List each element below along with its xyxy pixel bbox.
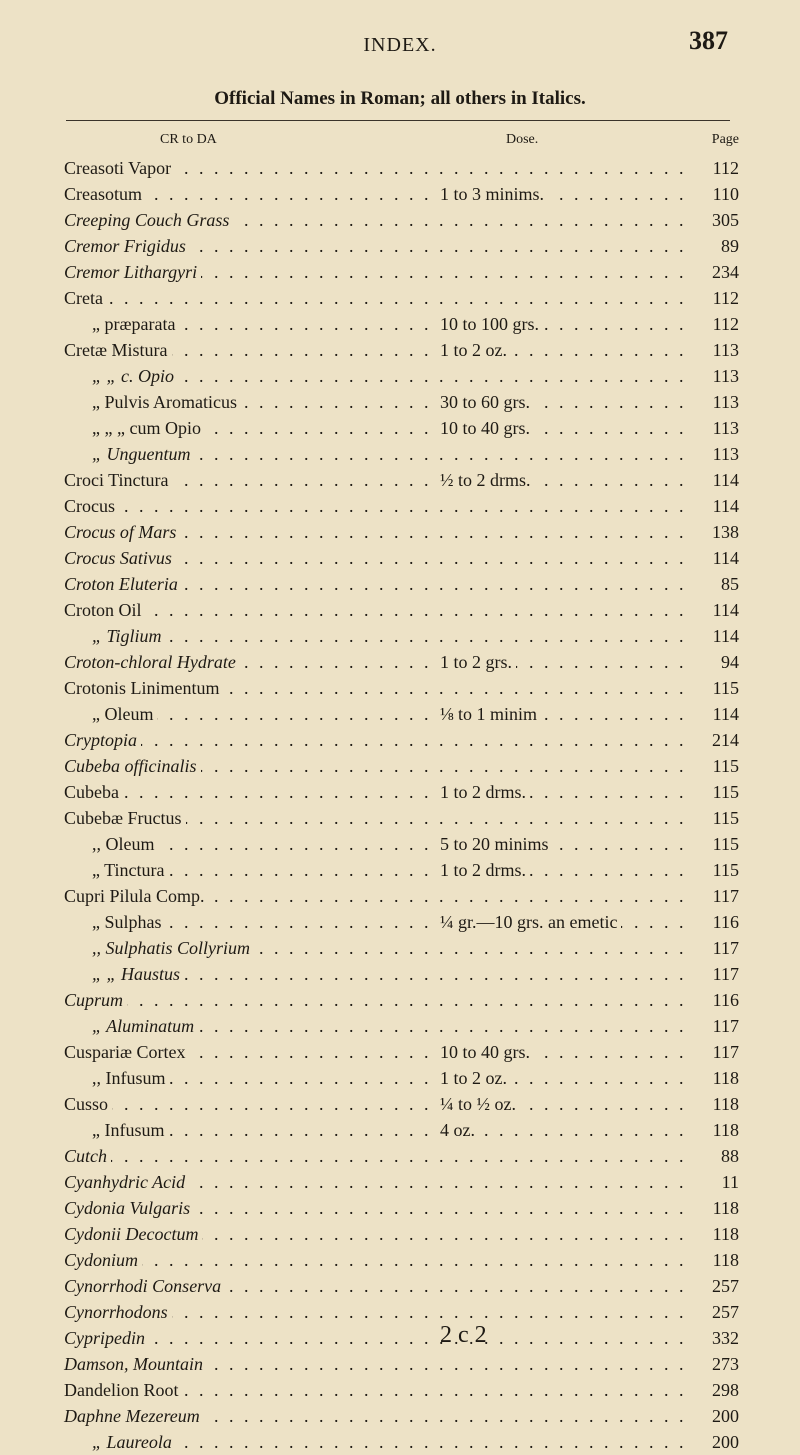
entry-name: „ Laureola — [64, 1429, 176, 1455]
entry-name: Cynorrhodons — [64, 1299, 172, 1325]
entry-name: Cubeba — [64, 779, 123, 805]
entry-page: 115 — [693, 805, 739, 831]
entry-dose: 1 to 2 grs. — [436, 649, 516, 675]
entry-name: Croton-chloral Hydrate — [64, 649, 240, 675]
entry-page: 332 — [693, 1325, 739, 1351]
entry-dose: 30 to 60 grs. — [436, 389, 534, 415]
index-entry — [64, 1247, 739, 1273]
entry-name: Cusso — [64, 1091, 112, 1117]
entry-page: 114 — [693, 493, 739, 519]
entry-name: Cyanhydric Acid — [64, 1169, 189, 1195]
index-entry — [64, 883, 739, 909]
index-entry — [64, 1351, 739, 1377]
entry-name: „ Unguentum — [64, 441, 195, 467]
entry-page: 115 — [693, 675, 739, 701]
entry-page: 115 — [693, 779, 739, 805]
entry-dose: 5 to 20 minims — [436, 831, 553, 857]
index-entry — [64, 415, 739, 441]
entry-page: 115 — [693, 753, 739, 779]
entry-page: 112 — [693, 311, 739, 337]
entry-name: Crocus Sativus — [64, 545, 176, 571]
entry-name: Crocus of Mars — [64, 519, 180, 545]
index-subtitle: Official Names in Roman; all others in Italics. — [214, 88, 586, 109]
entry-page: 117 — [693, 1039, 739, 1065]
entry-page: 298 — [693, 1377, 739, 1403]
index-entry — [64, 779, 739, 805]
entry-dose: 1 to 3 minims. — [436, 181, 548, 207]
entry-name: Cydonia Vulgaris — [64, 1195, 194, 1221]
entry-page: 117 — [693, 1013, 739, 1039]
page-column-header: Page — [711, 132, 739, 147]
index-entry — [64, 675, 739, 701]
index-entry — [64, 597, 739, 623]
entry-name: Cubeba officinalis — [64, 753, 201, 779]
index-entry — [64, 1169, 739, 1195]
index-entry — [64, 805, 739, 831]
entry-page: 94 — [693, 649, 739, 675]
index-entry — [64, 1273, 739, 1299]
entry-name: „ Aluminatum — [64, 1013, 198, 1039]
entry-name: „ Oleum — [64, 701, 157, 727]
index-entry — [64, 623, 739, 649]
index-entry — [64, 1039, 739, 1065]
entry-name: „ præparata — [64, 311, 179, 337]
running-head: INDEX. — [363, 34, 437, 56]
entry-name: Crocus — [64, 493, 119, 519]
entry-name: Cynorrhodi Conserva — [64, 1273, 225, 1299]
index-entry — [64, 1143, 739, 1169]
index-entry — [64, 961, 739, 987]
index-entry — [64, 935, 739, 961]
index-entry — [64, 311, 739, 337]
index-entry — [64, 285, 739, 311]
entry-dose: ½ to 2 drms. — [436, 467, 535, 493]
index-entry — [64, 727, 739, 753]
entry-name: „ Sulphas — [64, 909, 166, 935]
entry-dose: 1 to 2 oz. — [436, 1065, 511, 1091]
entry-name: Cutch — [64, 1143, 111, 1169]
index-entry — [64, 831, 739, 857]
entry-name: Creasotum — [64, 181, 146, 207]
index-entry — [64, 155, 739, 181]
entry-dose: 10 to 40 grs. — [436, 1039, 534, 1065]
entry-name: ,, Infusum — [64, 1065, 170, 1091]
entry-page: 117 — [693, 961, 739, 987]
entry-page: 88 — [693, 1143, 739, 1169]
index-entry — [64, 1403, 739, 1429]
index-entry — [64, 545, 739, 571]
index-entry — [64, 493, 739, 519]
index-entry — [64, 441, 739, 467]
index-entry — [64, 1091, 739, 1117]
index-entry — [64, 909, 739, 935]
page-number: 387 — [689, 26, 728, 55]
section-range-header: CR to DA — [160, 132, 217, 147]
index-entry — [64, 259, 739, 285]
entry-page: 257 — [693, 1299, 739, 1325]
entry-page: 118 — [693, 1065, 739, 1091]
entry-page: 113 — [693, 363, 739, 389]
entry-name: ,, Oleum — [64, 831, 159, 857]
header-rule — [66, 120, 730, 121]
index-entry — [64, 181, 739, 207]
entry-name: Cydonii Decoctum — [64, 1221, 202, 1247]
entry-page: 305 — [693, 207, 739, 233]
entry-page: 118 — [693, 1221, 739, 1247]
index-entry — [64, 1325, 739, 1351]
entry-name: Cupri Pilula Comp. — [64, 883, 209, 909]
entry-name: Cryptopia — [64, 727, 141, 753]
index-entry — [64, 337, 739, 363]
entry-name: „ Tiglium — [64, 623, 166, 649]
entry-name: Creta — [64, 285, 107, 311]
entry-name: Croton Eluteria — [64, 571, 182, 597]
entry-name: Cremor Lithargyri — [64, 259, 201, 285]
entry-dose: 10 to 100 grs. — [436, 311, 543, 337]
entry-name: Cypripedin — [64, 1325, 149, 1351]
entry-page: 117 — [693, 883, 739, 909]
entry-name: „ Pulvis Aromaticus — [64, 389, 241, 415]
entry-name: Croton Oil — [64, 597, 146, 623]
index-entries — [64, 155, 739, 1455]
entry-name: „ „ Haustus — [64, 961, 184, 987]
entry-name: Cremor Frigidus — [64, 233, 190, 259]
index-entry — [64, 233, 739, 259]
entry-dose: ¼ to ½ oz. — [436, 1091, 520, 1117]
entry-page: 113 — [693, 415, 739, 441]
entry-page: 114 — [693, 467, 739, 493]
entry-page: 115 — [693, 857, 739, 883]
index-entry — [64, 1429, 739, 1455]
entry-name: Damson, Mountain — [64, 1351, 207, 1377]
index-entry — [64, 649, 739, 675]
entry-page: 112 — [693, 155, 739, 181]
entry-dose: 1 to 2 drms. — [436, 779, 530, 805]
column-headers — [64, 132, 739, 152]
entry-name: Daphne Mezereum — [64, 1403, 204, 1429]
index-entry — [64, 1117, 739, 1143]
entry-name: „ „ „ cum Opio — [64, 415, 205, 441]
entry-dose: 1 to 2 drms. — [436, 857, 530, 883]
index-entry — [64, 753, 739, 779]
index-entry — [64, 1195, 739, 1221]
entry-name: Cubebæ Fructus — [64, 805, 186, 831]
entry-page: 114 — [693, 701, 739, 727]
entry-page: 85 — [693, 571, 739, 597]
index-entry — [64, 701, 739, 727]
index-entry — [64, 987, 739, 1013]
entry-name: Creeping Couch Grass — [64, 207, 233, 233]
entry-name: Dandelion Root — [64, 1377, 183, 1403]
entry-page: 273 — [693, 1351, 739, 1377]
index-entry — [64, 1221, 739, 1247]
entry-page: 214 — [693, 727, 739, 753]
index-entry — [64, 519, 739, 545]
entry-name: „ Tinctura — [64, 857, 169, 883]
entry-page: 234 — [693, 259, 739, 285]
entry-page: 116 — [693, 987, 739, 1013]
entry-name: Creasoti Vapor — [64, 155, 175, 181]
entry-page: 114 — [693, 545, 739, 571]
entry-dose: 4 oz. — [436, 1117, 479, 1143]
entry-page: 117 — [693, 935, 739, 961]
entry-page: 113 — [693, 389, 739, 415]
entry-name: „ Infusum — [64, 1117, 168, 1143]
entry-page: 200 — [693, 1403, 739, 1429]
entry-page: 112 — [693, 285, 739, 311]
entry-page: 118 — [693, 1247, 739, 1273]
entry-page: 113 — [693, 337, 739, 363]
entry-name: Crotonis Linimentum — [64, 675, 224, 701]
signature-mark: 2 c 2 — [440, 1322, 487, 1348]
entry-page: 114 — [693, 597, 739, 623]
entry-name: Cuspariæ Cortex — [64, 1039, 190, 1065]
entry-page: 138 — [693, 519, 739, 545]
dose-column-header: Dose. — [506, 132, 539, 147]
index-entry — [64, 363, 739, 389]
entry-name: ,, Sulphatis Collyrium — [64, 935, 254, 961]
entry-page: 118 — [693, 1091, 739, 1117]
entry-name: Cuprum — [64, 987, 127, 1013]
index-entry — [64, 389, 739, 415]
entry-page: 118 — [693, 1195, 739, 1221]
index-entry — [64, 1377, 739, 1403]
index-entry — [64, 207, 739, 233]
index-entry — [64, 1065, 739, 1091]
entry-page: 11 — [693, 1169, 739, 1195]
entry-page: 257 — [693, 1273, 739, 1299]
entry-page: 113 — [693, 441, 739, 467]
index-entry — [64, 467, 739, 493]
entry-page: 200 — [693, 1429, 739, 1455]
index-entry — [64, 857, 739, 883]
entry-page: 110 — [693, 181, 739, 207]
entry-name: Croci Tinctura — [64, 467, 173, 493]
entry-dose: ⅛ to 1 minim — [436, 701, 541, 727]
entry-dose: ¼ gr.—10 grs. an emetic — [436, 909, 621, 935]
entry-dose: 10 to 40 grs. — [436, 415, 534, 441]
entry-page: 115 — [693, 831, 739, 857]
entry-name: Cretæ Mistura — [64, 337, 172, 363]
entry-page: 89 — [693, 233, 739, 259]
entry-page: 118 — [693, 1117, 739, 1143]
entry-dose: 1 to 2 oz. — [436, 337, 511, 363]
index-entry — [64, 571, 739, 597]
entry-name: „ „ c. Opio — [64, 363, 178, 389]
index-entry — [64, 1299, 739, 1325]
entry-page: 116 — [693, 909, 739, 935]
index-entry — [64, 1013, 739, 1039]
entry-name: Cydonium — [64, 1247, 142, 1273]
entry-page: 114 — [693, 623, 739, 649]
